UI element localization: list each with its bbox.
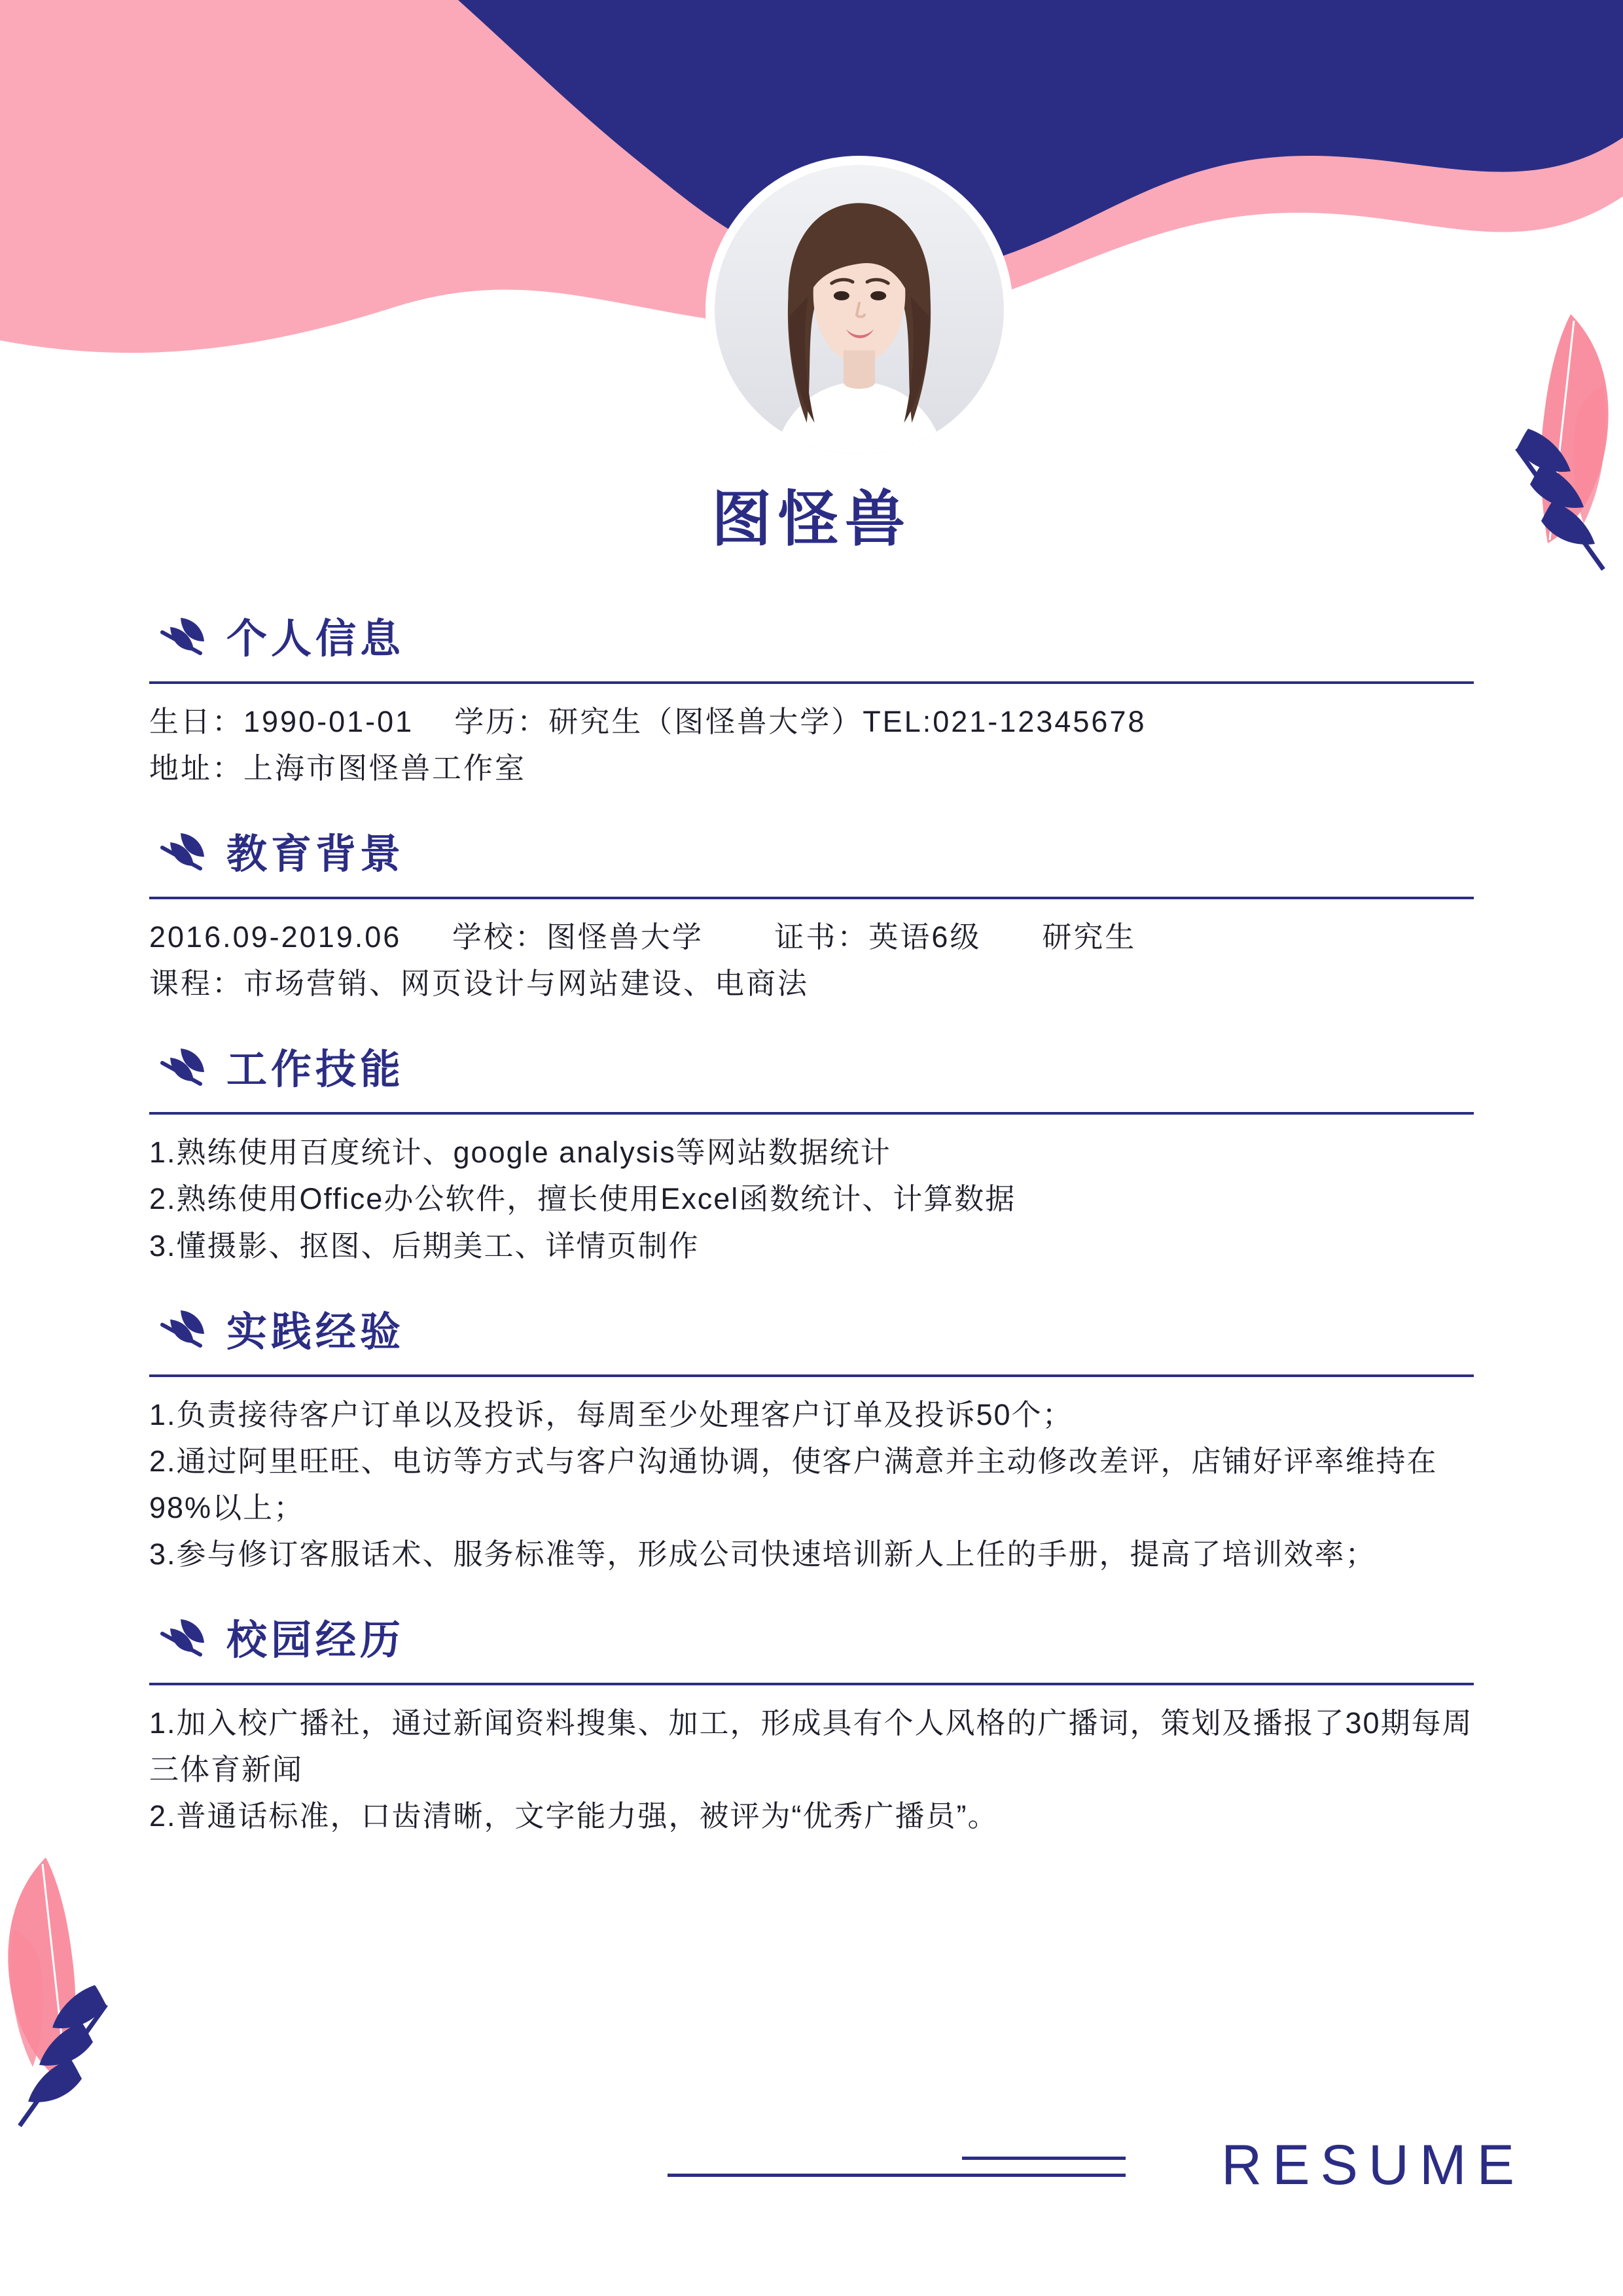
- section-education: [149, 821, 1474, 1007]
- section-header: [149, 1299, 1474, 1357]
- section-header: [149, 1607, 1474, 1666]
- section-campus: [149, 1607, 1474, 1839]
- section-title: 校园经历: [226, 1618, 405, 1664]
- section-personal-info: [149, 606, 1474, 791]
- section-line: 1.负责接待客户订单以及投诉，每周至少处理客户订单及投诉50个；: [149, 1397, 1073, 1431]
- leaf-icon: [156, 1614, 207, 1660]
- section-divider: [149, 1683, 1474, 1685]
- avatar: [705, 156, 1013, 463]
- section-line: 2.普通话标准，口齿清晰，文字能力强，被评为“优秀广播员”。: [149, 1799, 999, 1833]
- leaf-icon: [156, 1043, 207, 1089]
- footer-divider-short: [962, 2157, 1126, 2160]
- section-line: 地址：上海市图怪兽工作室: [149, 751, 527, 785]
- leaf-icon: [156, 828, 207, 874]
- section-skills: [149, 1037, 1474, 1268]
- leaf-icon: [156, 613, 207, 658]
- section-line: 2016.09-2019.06 学校：图怪兽大学 证书：英语6级 研究生: [149, 920, 1137, 954]
- page-title: 图怪兽: [711, 486, 912, 553]
- leaf-icon: [156, 1305, 207, 1351]
- section-header: [149, 606, 1474, 664]
- section-divider: [149, 897, 1474, 899]
- section-header: [149, 821, 1474, 880]
- section-header: [149, 1037, 1474, 1095]
- section-line: 生日：1990-01-01 学历：研究生（图怪兽大学）TEL:021-12345678: [149, 705, 1147, 738]
- avatar-photo: [715, 165, 1004, 454]
- section-line: 1.加入校广播社，通过新闻资料搜集、加工，形成具有个人风格的广播词，策划及播报了30期每周三体育新闻: [149, 1706, 1473, 1787]
- section-line: 2.熟练使用Office办公软件，擅长使用Excel函数统计、计算数据: [149, 1182, 1016, 1216]
- section-divider: [149, 1374, 1474, 1377]
- resume-body: [149, 576, 1474, 1843]
- section-title: 个人信息: [226, 617, 405, 662]
- section-line: 3.参与修订客服话术、服务标准等，形成公司快速培训新人上任的手册，提高了培训效率；: [149, 1537, 1376, 1571]
- section-practice: [149, 1299, 1474, 1577]
- footer-label: RESUME: [1221, 2134, 1525, 2197]
- section-title: 实践经验: [226, 1309, 405, 1355]
- section-line: 2.通过阿里旺旺、电访等方式与客户沟通协调，使客户满意并主动修改差评，店铺好评率维持在98%以上；: [149, 1444, 1438, 1524]
- footer-divider: [668, 2174, 1126, 2177]
- section-line: 课程：市场营销、网页设计与网站建设、电商法: [149, 967, 810, 1001]
- section-divider: [149, 681, 1474, 684]
- section-divider: [149, 1112, 1474, 1115]
- section-line: 1.熟练使用百度统计、google analysis等网站数据统计: [149, 1136, 891, 1170]
- footer: [0, 2106, 1623, 2211]
- section-line: 3.懂摄影、抠图、后期美工、详情页制作: [149, 1229, 700, 1263]
- section-title: 工作技能: [226, 1047, 405, 1093]
- section-title: 教育背景: [226, 832, 405, 878]
